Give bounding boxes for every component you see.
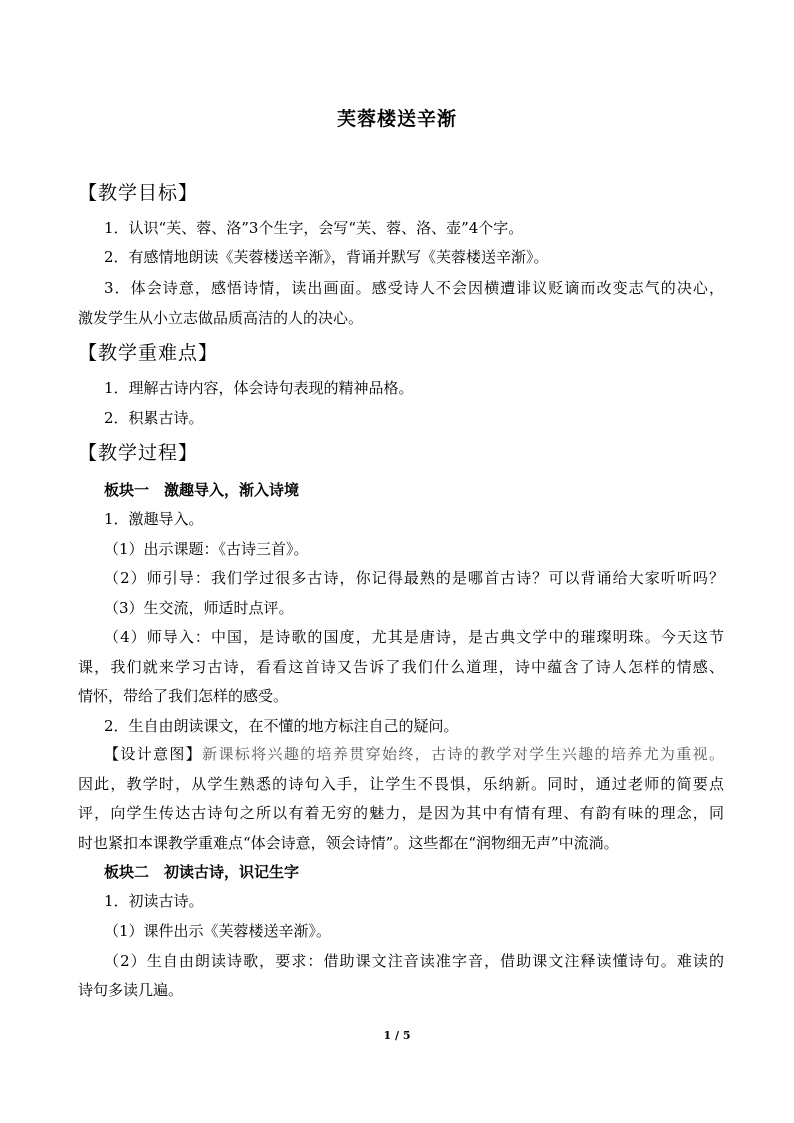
goal-item-3: 3．体会诗意，感悟诗情，读出画面。感受诗人不会因横遭诽议贬谪而改变志气的决心， <box>104 279 724 297</box>
page-indicator: 1 / 5 <box>383 1029 411 1042</box>
design-intent-text: 新课标将兴趣的培养贯穿始终，古诗的教学对学生兴趣的培养尤为重视。 <box>202 745 724 763</box>
document-title: 芙蓉楼送辛渐 <box>336 108 457 130</box>
block-1-line: 情怀，带给了我们怎样的感受。 <box>78 687 289 705</box>
block-1-line: 课，我们就来学习古诗，看看这首诗又告诉了我们什么道理，诗中蕴含了诗人怎样的情感、 <box>78 658 724 676</box>
section-heading-process: 【教学过程】 <box>78 442 199 464</box>
block-2-line: 1．初读古诗。 <box>104 892 204 910</box>
block-1-line: （1）出示课题：《古诗三首》。 <box>104 540 309 558</box>
block-1-line: 2．生自由朗读课文，在不懂的地方标注自己的疑问。 <box>104 717 459 735</box>
block-2-line: （2）生自由朗读诗歌，要求：借助课文注音读准字音，借助课文注释读懂诗句。难读的 <box>104 952 724 970</box>
block-2-line: 诗句多读几遍。 <box>78 981 184 999</box>
block-2-line: （1）课件出示《芙蓉楼送辛渐》。 <box>104 922 332 940</box>
key-point-item-1: 1．理解古诗内容，体会诗句表现的精神品格。 <box>104 379 414 397</box>
block-1-line: （2）师引导：我们学过很多古诗，你记得最熟的是哪首古诗？可以背诵给大家听听吗？ <box>104 569 724 587</box>
block-2-title: 板块二 初读古诗，识记生字 <box>104 863 300 881</box>
goal-item-2: 2．有感情地朗读《芙蓉楼送辛渐》，背诵并默写《芙蓉楼送辛渐》。 <box>104 248 549 266</box>
block-1-line: （4）师导入：中国，是诗歌的国度，尤其是唐诗，是古典文学中的璀璨明珠。今天这节 <box>104 628 724 646</box>
section-heading-key-points: 【教学重难点】 <box>78 342 219 364</box>
block-1-line: 1．激趣导入。 <box>104 510 204 528</box>
design-intent-line: 时也紧扣本课教学重难点“体会诗意，领会诗情”。这些都在“润物细无声”中流淌。 <box>78 834 619 852</box>
block-1-line: （3）生交流，师适时点评。 <box>104 599 294 617</box>
design-intent-line: 因此，教学时，从学生熟悉的诗句入手，让学生不畏惧，乐纳新。同时，通过老师的简要点 <box>78 775 724 793</box>
key-point-item-2: 2．积累古诗。 <box>104 409 204 427</box>
design-intent-line: 评，向学生传达古诗句之所以有着无穷的魅力，是因为其中有情有理、有韵有味的理念，同 <box>78 804 724 822</box>
goal-item-3-cont: 激发学生从小立志做品质高洁的人的决心。 <box>78 309 364 327</box>
section-heading-goals: 【教学目标】 <box>78 182 199 204</box>
design-intent-label: 【设计意图】 <box>104 745 203 763</box>
block-1-title: 板块一 激趣导入，渐入诗境 <box>104 481 300 499</box>
goal-item-1: 1．认识“芙、蓉、洛”3个生字，会写“芙、蓉、洛、壶”4个字。 <box>104 219 524 237</box>
design-intent-paragraph <box>104 743 724 765</box>
